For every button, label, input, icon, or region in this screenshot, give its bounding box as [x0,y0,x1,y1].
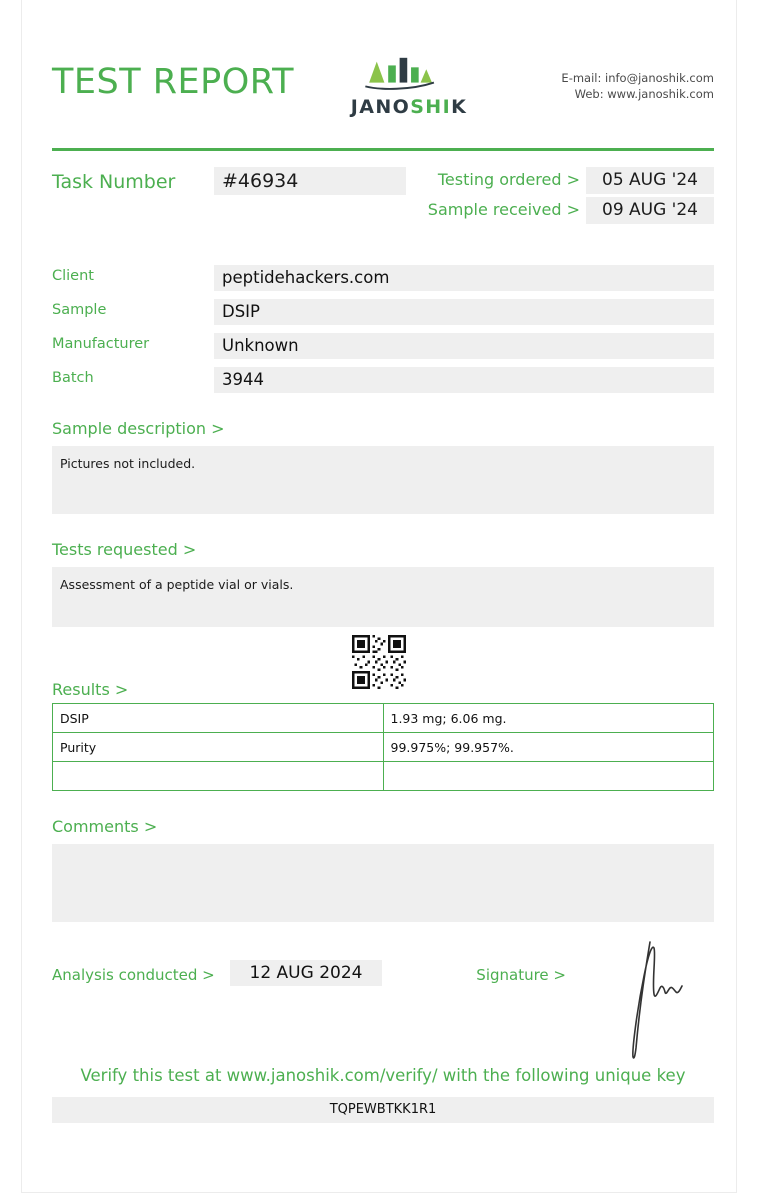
info-label-client: Client [52,268,94,284]
comments-box [52,844,714,922]
results-header [52,641,714,699]
qr-code-icon [352,635,406,689]
results-row-2-name [53,762,384,791]
info-value-sample: DSIP [214,299,714,325]
analysis-conducted-value: 12 AUG 2024 [230,960,382,986]
results-row-0-value: 1.93 mg; 6.06 mg. [383,704,714,733]
info-label-sample: Sample [52,302,107,318]
task-number-row [52,167,714,229]
page-title: TEST REPORT [52,62,294,102]
results-table [52,703,714,791]
results-row-1-value: 99.975%; 99.957%. [383,733,714,762]
sample-received-value: 09 AUG '24 [586,197,714,224]
report-header [52,42,714,142]
table-row [53,762,714,791]
info-label-batch: Batch [52,370,94,386]
task-number-label: Task Number [52,171,176,193]
results-row-0-name: DSIP [53,704,384,733]
contact-info [561,70,714,102]
logo-text-part1: JANO [350,96,411,118]
comments-title: Comments > [52,817,158,836]
verify-text: Verify this test at www.janoshik.com/verify/ with the following unique key [80,1066,686,1085]
testing-ordered-value: 05 AUG '24 [586,167,714,194]
tests-requested-title: Tests requested > [52,540,197,559]
sample-received-label: Sample received > [427,200,580,219]
sample-description-box: Pictures not included. [52,446,714,514]
contact-email: E-mail: info@janoshik.com [561,71,714,85]
table-row [53,733,714,762]
info-value-manufacturer: Unknown [214,333,714,359]
sample-info-table [52,265,714,393]
tests-requested-box: Assessment of a peptide vial or vials. [52,567,714,627]
results-row-2-value [383,762,714,791]
info-row-manufacturer [52,333,714,359]
report-sheet [22,0,736,1192]
sample-description-title: Sample description > [52,419,225,438]
testing-ordered-label: Testing ordered > [437,170,580,189]
report-content [52,0,714,1123]
info-row-client [52,265,714,291]
results-row-1-name: Purity [53,733,384,762]
contact-web: Web: www.janoshik.com [574,87,714,101]
logo-text-part2: SHI [410,96,452,118]
unique-key-value: TQPEWBTKK1R1 [52,1097,714,1123]
header-divider [52,148,714,151]
info-value-batch: 3944 [214,367,714,393]
info-value-client: peptidehackers.com [214,265,714,291]
sample-received-row [428,197,714,224]
analysis-row [52,960,714,1020]
info-row-sample [52,299,714,325]
signature-icon [592,932,688,1062]
janoshik-logo [344,54,474,118]
results-title: Results > [52,680,129,699]
info-row-batch [52,367,714,393]
info-label-manufacturer: Manufacturer [52,336,150,352]
signature-label: Signature > [476,966,566,984]
logo-bars-icon [352,54,466,94]
logo-text-part3: K [451,96,468,118]
table-row [53,704,714,733]
task-number-value: #46934 [214,167,406,195]
testing-ordered-row [438,167,714,194]
logo-wordmark [344,96,474,118]
analysis-conducted-label: Analysis conducted > [52,966,215,984]
